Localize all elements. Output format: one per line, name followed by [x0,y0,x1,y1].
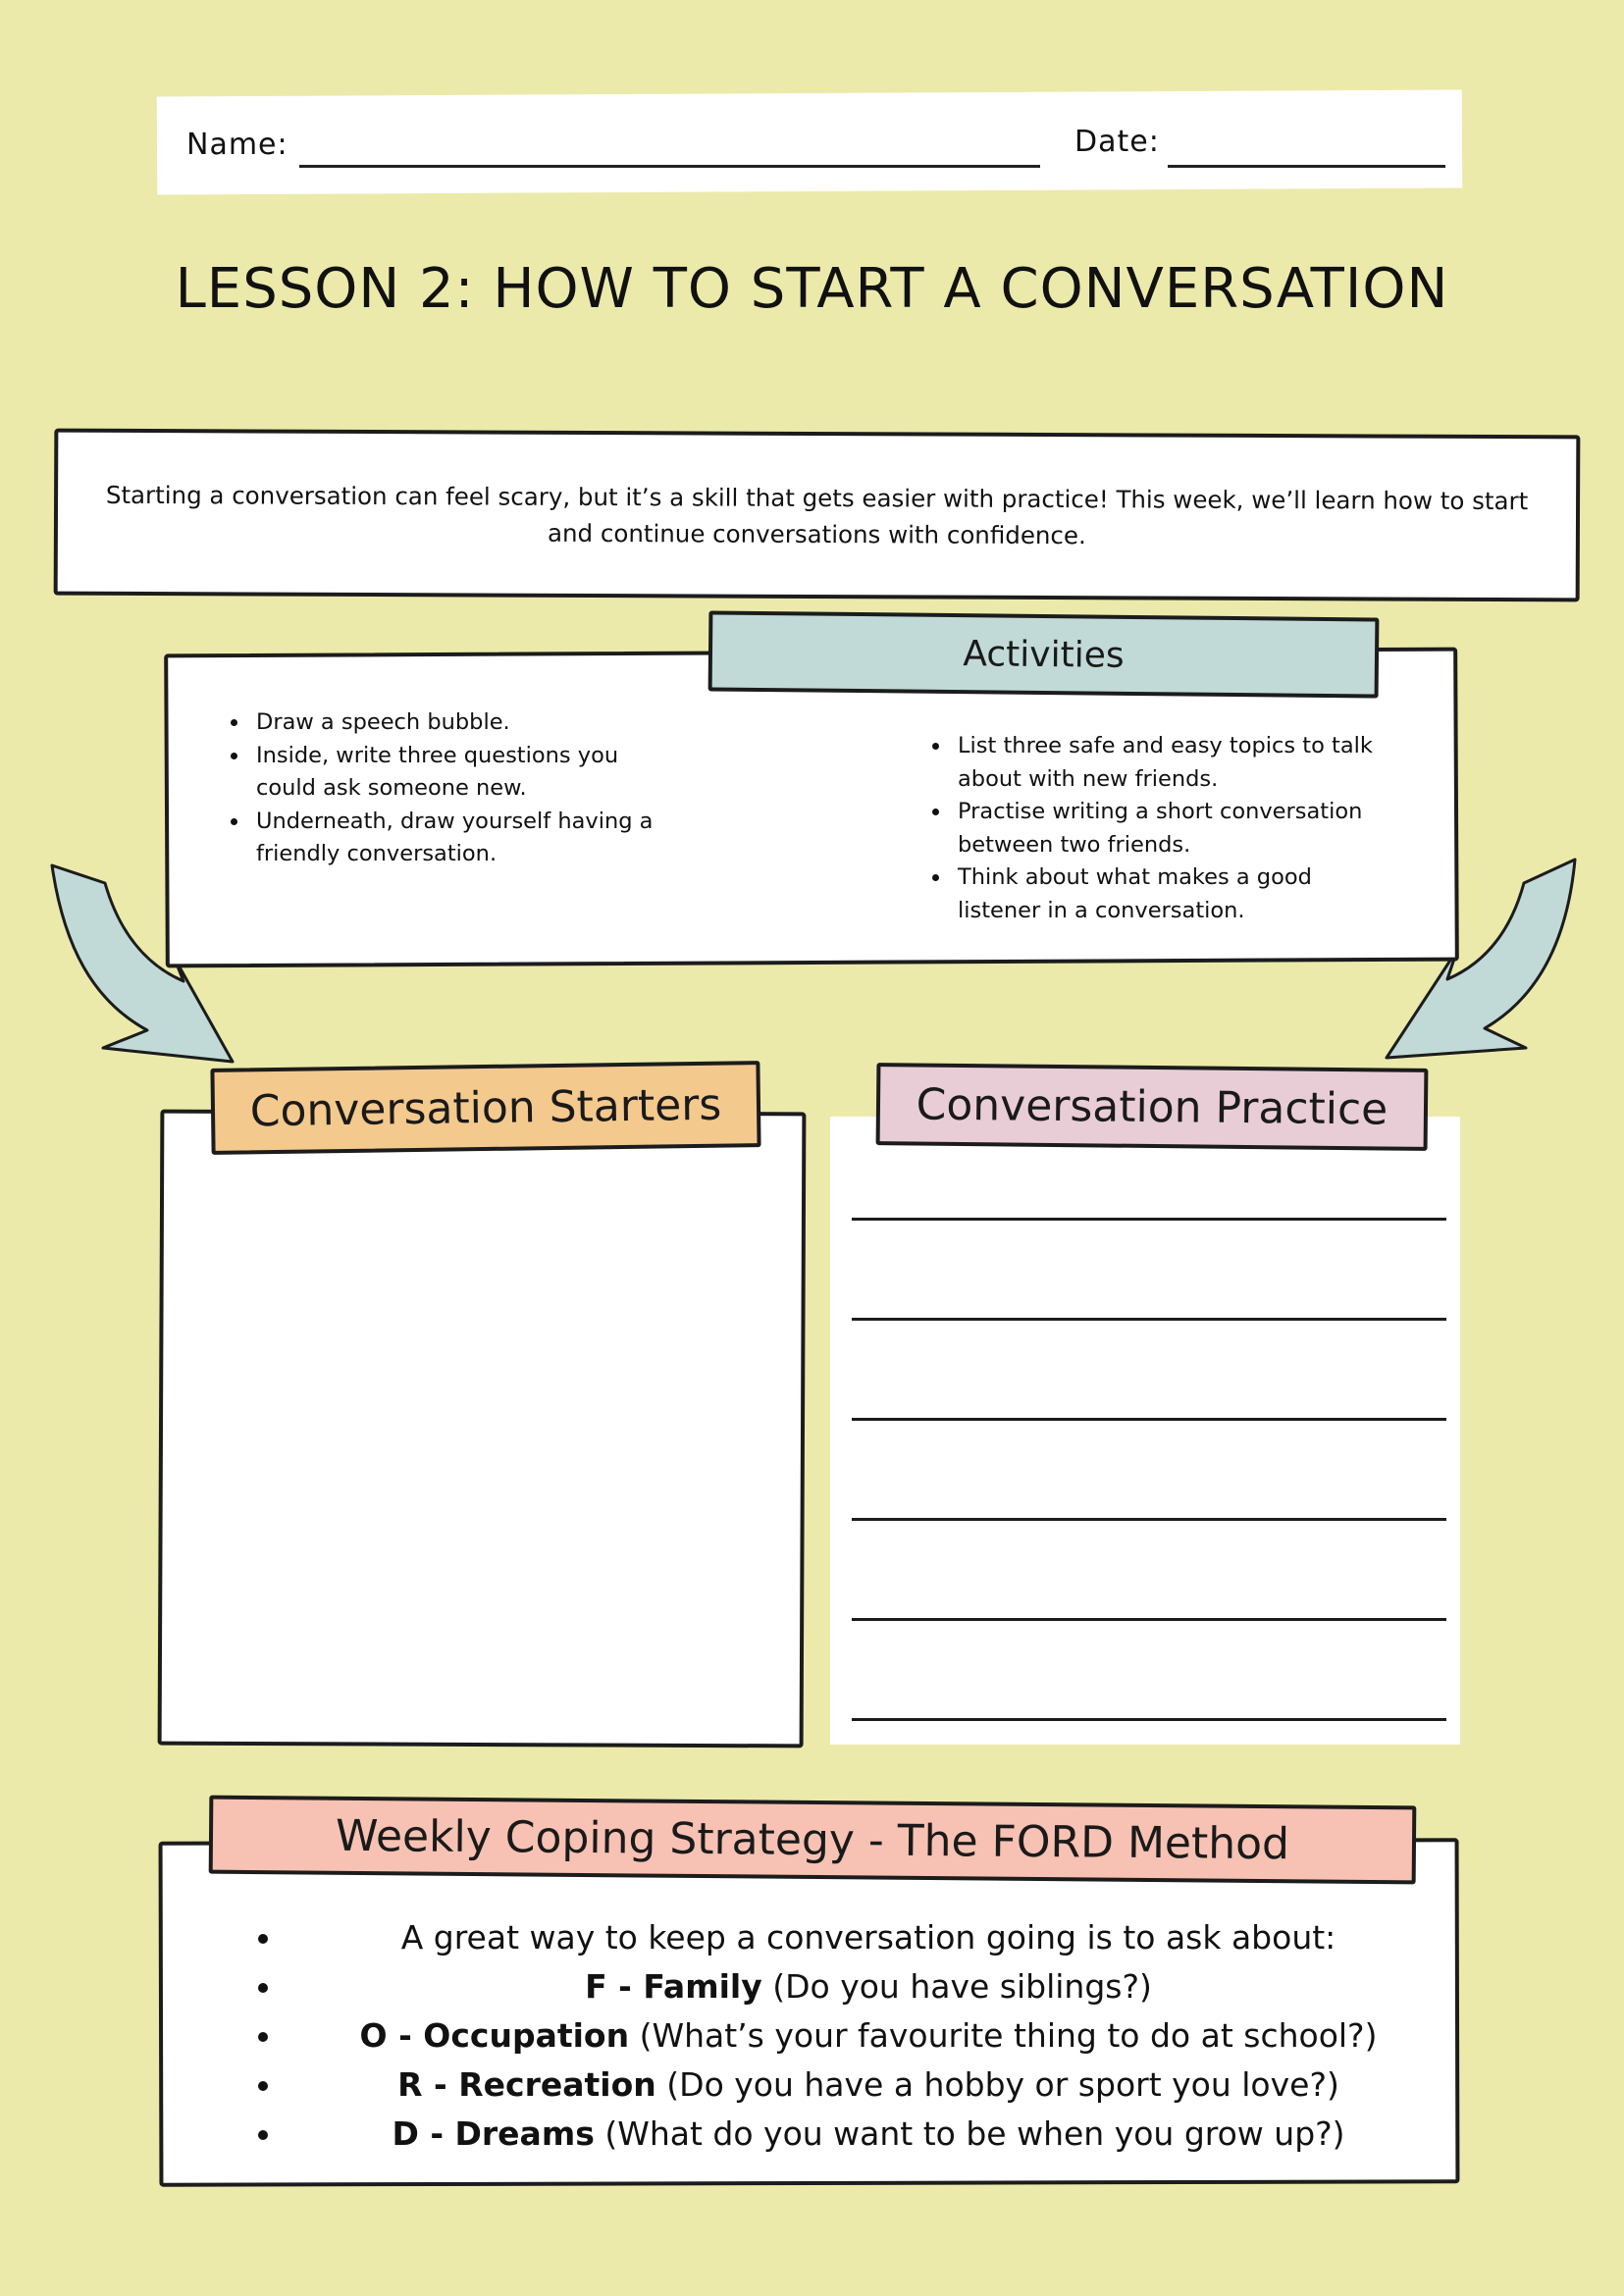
writing-line[interactable] [852,1218,1446,1221]
intro-text: Starting a conversation can feel scary, but it’s a skill that gets easier with practice! This week, we’ll learn how to start and continue conversations with confidence. [105,480,1529,550]
list-item: • Draw a speech bubble. [250,706,672,740]
writing-line[interactable] [852,1618,1446,1621]
list-item [285,2061,1413,2110]
ford-letter: F - Family [585,1967,762,2006]
conversation-starters-box[interactable] [158,1110,807,1748]
writing-line[interactable] [852,1518,1446,1521]
conversation-practice-heading: Conversation Practice [876,1063,1429,1151]
conversation-starters-heading: Conversation Starters [210,1061,760,1155]
ford-letter: D - Dreams [392,2114,595,2153]
ford-detail: (Do you have a hobby or sport you love?) [666,2065,1339,2104]
list-item [285,1913,1413,1962]
activities-left-list [221,706,672,871]
writing-line[interactable] [852,1718,1446,1721]
ford-letter: O - Occupation [359,2016,630,2055]
list-item: • Practise writing a short conversation between two friends. [952,796,1393,861]
activities-heading: Activities [708,610,1380,698]
list-item: • List three safe and easy topics to talk about with new friends. [952,730,1393,796]
list-item [285,2011,1413,2061]
writing-line[interactable] [852,1318,1446,1321]
date-field[interactable] [1168,165,1445,168]
name-field[interactable] [299,165,1040,168]
writing-line[interactable] [852,1418,1446,1421]
date-label: Date: [1074,125,1160,159]
conversation-practice-box [830,1117,1460,1745]
activities-right-list [922,730,1393,927]
ford-method-list [265,1913,1413,2159]
intro-box [54,429,1581,602]
coping-strategy-heading: Weekly Coping Strategy - The FORD Method [209,1796,1417,1885]
page-title: LESSON 2: HOW TO START A CONVERSATION [175,257,1449,321]
strategy-intro: A great way to keep a conversation going is to ask about: [400,1918,1336,1957]
ford-detail: (What’s your favourite thing to do at school?) [639,2016,1378,2055]
ford-detail: (Do you have siblings?) [772,1967,1152,2006]
ford-letter: R - Recreation [397,2065,656,2104]
list-item [285,2110,1413,2159]
list-item: • Inside, write three questions you could ask someone new. [250,740,672,806]
ford-detail: (What do you want to be when you grow up?) [604,2114,1345,2153]
name-date-strip [157,90,1463,195]
name-label: Name: [186,128,288,162]
list-item [285,1962,1413,2011]
list-item: • Think about what makes a good listener in a conversation. [952,861,1393,927]
list-item: • Underneath, draw yourself having a friendly conversation. [250,806,672,871]
